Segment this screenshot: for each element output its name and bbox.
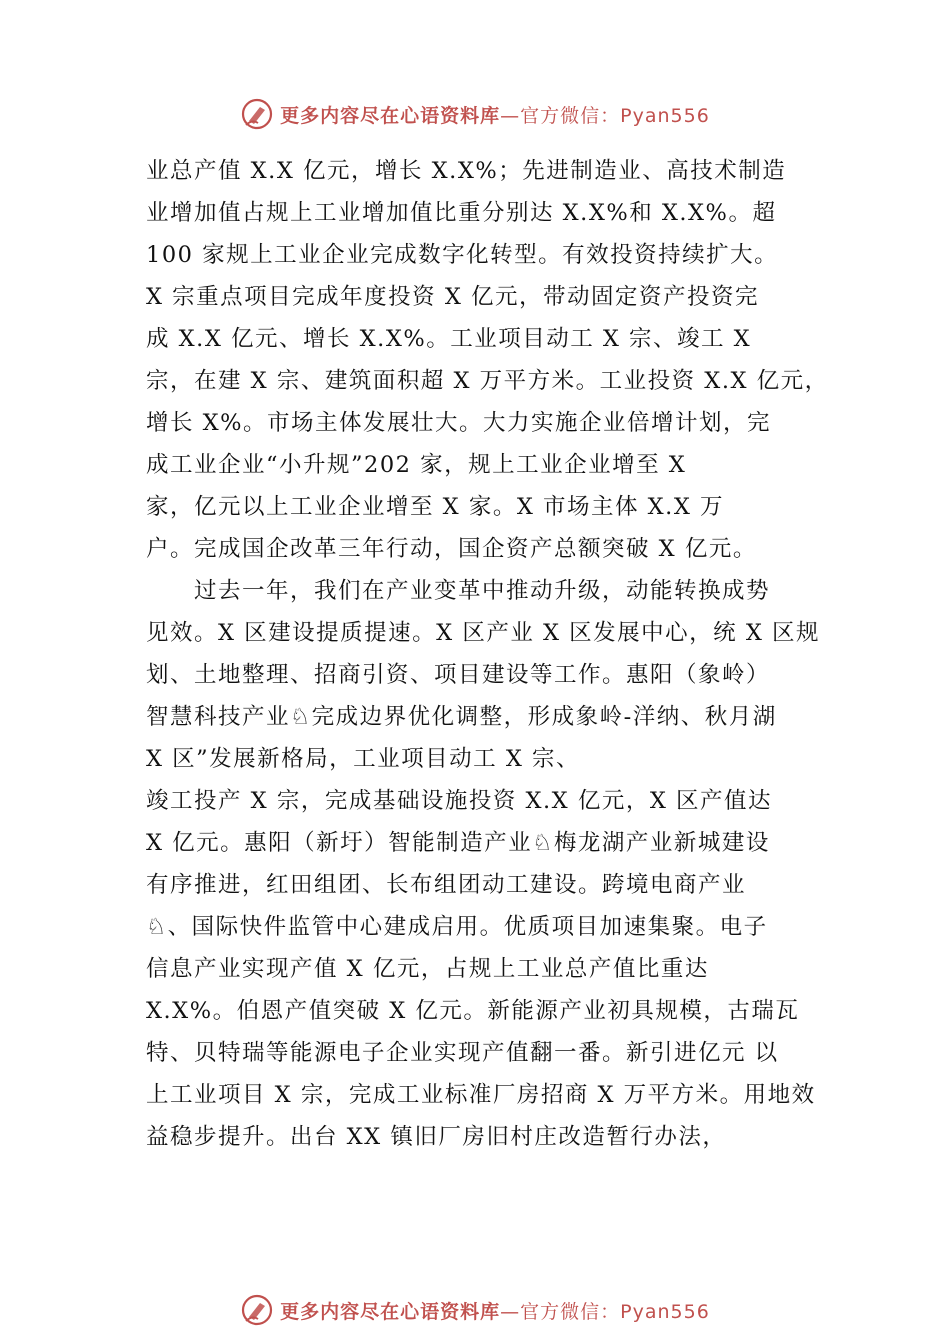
text-line: X 亿元。惠阳（新圩）智能制造产业♘梅龙湖产业新城建设 bbox=[146, 830, 770, 856]
text-line: 划、土地整理、招商引资、项目建设等工作。惠阳（象岭） bbox=[146, 662, 771, 688]
header-brand: 更多内容尽在心语资料库 bbox=[280, 104, 501, 127]
text-line: X 区”发展新格局，工业项目动工 X 宗、 bbox=[146, 746, 580, 772]
text-line: 上工业项目 X 宗，完成工业标准厂房招商 X 万平方米。用地效 bbox=[146, 1082, 816, 1108]
text-line: 增长 X%。市场主体发展壮大。大力实施企业倍增计划，完 bbox=[146, 410, 772, 436]
text-line: X 宗重点项目完成年度投资 X 亿元，带动固定资产投资完 bbox=[146, 284, 759, 310]
text-line: 见效。X 区建设提质提速。X 区产业 X 区发展中心，统 X 区规 bbox=[146, 620, 820, 646]
text-line: 益稳步提升。出台 XX 镇旧厂房旧村庄改造暂行办法， bbox=[146, 1124, 727, 1150]
footer-banner-text bbox=[280, 1297, 710, 1324]
header-watermark bbox=[0, 94, 950, 134]
text-line: 宗，在建 X 宗、建筑面积超 X 万平方米。工业投资 X.X 亿元， bbox=[146, 368, 829, 394]
text-line: 业总产值 X.X 亿元，增长 X.X%；先进制造业、高技术制造 bbox=[146, 158, 787, 184]
document-body bbox=[146, 150, 846, 1158]
text-line: ♘、国际快件监管中心建成启用。优质项目加速集聚。电子 bbox=[146, 914, 768, 940]
paragraph-start-line: 过去一年，我们在产业变革中推动升级，动能转换成势 bbox=[194, 578, 771, 604]
text-line: 户。完成国企改革三年行动，国企资产总额突破 X 亿元。 bbox=[146, 536, 757, 562]
footer-wechat: 官方微信：Pyan556 bbox=[520, 1300, 710, 1323]
brand-logo-icon bbox=[240, 97, 274, 131]
text-line: 成 X.X 亿元、增长 X.X%。工业项目动工 X 宗、竣工 X bbox=[146, 326, 752, 352]
text-line: 有序推进，红田组团、长布组团动工建设。跨境电商产业 bbox=[146, 872, 747, 898]
header-banner-text bbox=[280, 101, 710, 128]
brand-logo-icon bbox=[240, 1293, 274, 1327]
text-line: 竣工投产 X 宗，完成基础设施投资 X.X 亿元，X 区产值达 bbox=[146, 788, 772, 814]
text-line: 成工业企业“小升规”202 家，规上工业企业增至 X bbox=[146, 452, 687, 478]
footer-separator: — bbox=[500, 1300, 521, 1323]
footer-watermark bbox=[0, 1290, 950, 1330]
text-line: 信息产业实现产值 X 亿元，占规上工业总产值比重达 bbox=[146, 956, 709, 982]
header-wechat: 官方微信：Pyan556 bbox=[520, 104, 710, 127]
text-line: 智慧科技产业♘完成边界优化调整，形成象岭-洋纳、秋月湖 bbox=[146, 704, 777, 730]
footer-brand: 更多内容尽在心语资料库 bbox=[280, 1300, 501, 1323]
text-line: 业增加值占规上工业增加值比重分别达 X.X%和 X.X%。超 bbox=[146, 200, 777, 226]
text-line: 家，亿元以上工业企业增至 X 家。X 市场主体 X.X 万 bbox=[146, 494, 724, 520]
header-separator: — bbox=[500, 104, 521, 127]
text-line: 100 家规上工业企业完成数字化转型。有效投资持续扩大。 bbox=[146, 242, 779, 268]
text-line: 特、贝特瑞等能源电子企业实现产值翻一番。新引进亿元 以 bbox=[146, 1040, 779, 1066]
text-line: X.X%。伯恩产值突破 X 亿元。新能源产业初具规模，古瑞瓦 bbox=[146, 998, 800, 1024]
